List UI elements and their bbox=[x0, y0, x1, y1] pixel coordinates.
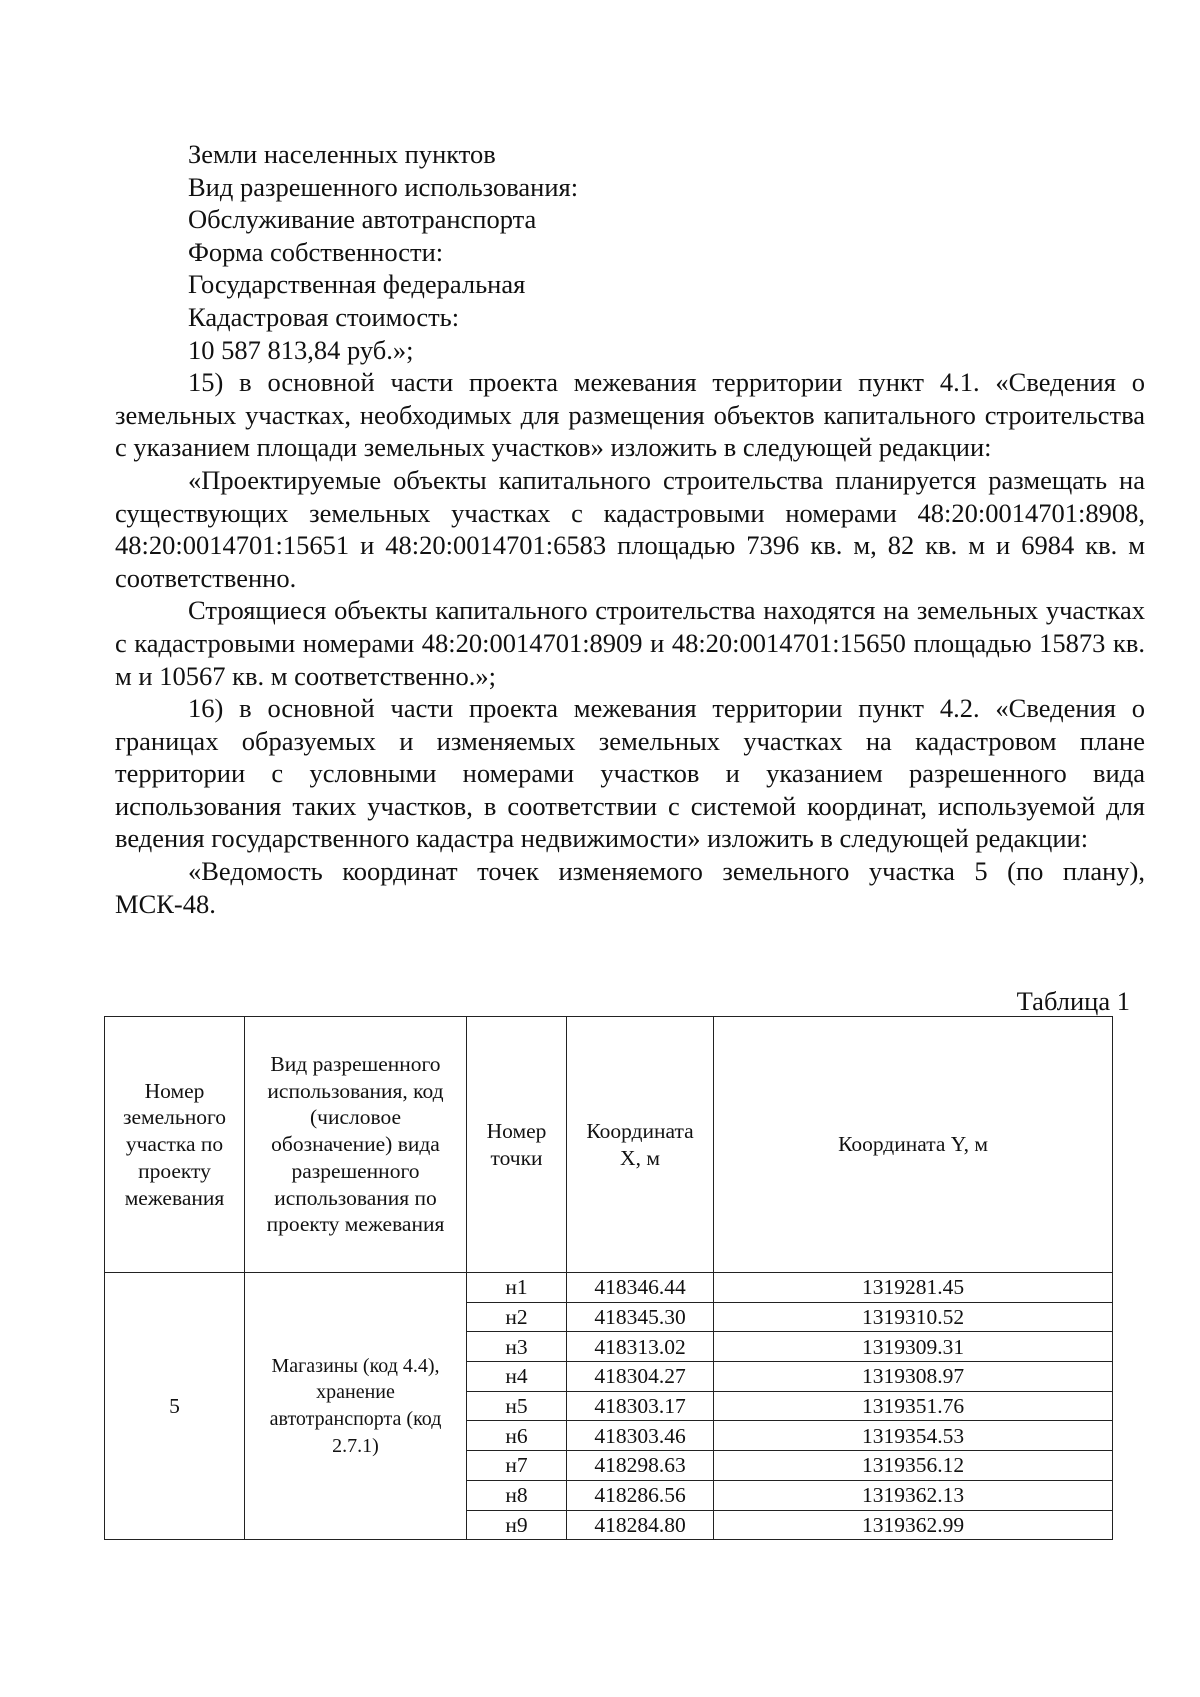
intro-line: Государственная федеральная bbox=[188, 269, 526, 300]
intro-line: Вид разрешенного использования: bbox=[188, 171, 579, 202]
y-cell: 1319309.31 bbox=[714, 1332, 1113, 1362]
x-cell: 418303.46 bbox=[567, 1421, 714, 1451]
document-body bbox=[115, 138, 1145, 920]
parcel-number-cell: 5 bbox=[105, 1273, 245, 1540]
y-cell: 1319356.12 bbox=[714, 1451, 1113, 1481]
x-cell: 418303.17 bbox=[567, 1391, 714, 1421]
y-cell: 1319310.52 bbox=[714, 1302, 1113, 1332]
intro-line: Земли населенных пунктов bbox=[188, 139, 496, 169]
header-point-number: Номер точки bbox=[467, 1017, 567, 1273]
header-parcel-number: Номер земельного участка по проекту межевания bbox=[105, 1017, 245, 1273]
intro-line: Обслуживание автотранспорта bbox=[188, 204, 537, 235]
intro-line: 10 587 813,84 руб.»; bbox=[188, 334, 414, 365]
x-cell: 418345.30 bbox=[567, 1302, 714, 1332]
header-coordinate-y: Координата Y, м bbox=[714, 1017, 1113, 1273]
paragraph-under-construction: Строящиеся объекты капитального строительства находятся на земельных участках с кадастровыми номерами 48:20:0014701:8909 и 48:20:0014701:15650 площадью 15873 кв. м и 10567 кв. м соответственно.»; bbox=[115, 595, 1145, 691]
point-cell: н5 bbox=[467, 1391, 567, 1421]
x-cell: 418286.56 bbox=[567, 1480, 714, 1510]
x-cell: 418346.44 bbox=[567, 1273, 714, 1303]
y-cell: 1319351.76 bbox=[714, 1391, 1113, 1421]
y-cell: 1319362.13 bbox=[714, 1480, 1113, 1510]
header-coordinate-x: Координата X, м bbox=[567, 1017, 714, 1273]
paragraph-planned-objects: «Проектируемые объекты капитального строительства планируется размещать на существующих земельных участках с кадастровыми номерами 48:20:0014701:8908, 48:20:0014701:15651 и 48:20:0014701:6583 площадью 7396 кв. м, 82 кв. м и 6984 кв. м соответственно. bbox=[115, 464, 1145, 593]
paragraph-statement-title: «Ведомость координат точек изменяемого земельного участка 5 (по плану), МСК-48. bbox=[115, 856, 1145, 919]
coordinates-table bbox=[104, 1016, 1113, 1540]
intro-line: Форма собственности: bbox=[188, 236, 444, 267]
y-cell: 1319308.97 bbox=[714, 1362, 1113, 1392]
point-cell: н2 bbox=[467, 1302, 567, 1332]
table-header-row bbox=[105, 1017, 1113, 1273]
paragraph-item-15: 15) в основной части проекта межевания территории пункт 4.1. «Сведения о земельных участках, необходимых для размещения объектов капитального строительства с указанием площади земельных участков» изложить в следующей редакции: bbox=[115, 367, 1145, 463]
header-permitted-use: Вид разрешенного использования, код (числовое обозначение) вида разрешенного использования по проекту межевания bbox=[245, 1017, 467, 1273]
point-cell: н9 bbox=[467, 1510, 567, 1540]
point-cell: н4 bbox=[467, 1362, 567, 1392]
x-cell: 418284.80 bbox=[567, 1510, 714, 1540]
x-cell: 418313.02 bbox=[567, 1332, 714, 1362]
x-cell: 418298.63 bbox=[567, 1451, 714, 1481]
y-cell: 1319281.45 bbox=[714, 1273, 1113, 1303]
point-cell: н3 bbox=[467, 1332, 567, 1362]
point-cell: н8 bbox=[467, 1480, 567, 1510]
permitted-use-cell: Магазины (код 4.4), хранение автотранспорта (код 2.7.1) bbox=[245, 1273, 467, 1540]
y-cell: 1319354.53 bbox=[714, 1421, 1113, 1451]
table-caption: Таблица 1 bbox=[1016, 986, 1130, 1016]
intro-line: Кадастровая стоимость: bbox=[188, 301, 460, 332]
y-cell: 1319362.99 bbox=[714, 1510, 1113, 1540]
point-cell: н1 bbox=[467, 1273, 567, 1303]
point-cell: н7 bbox=[467, 1451, 567, 1481]
point-cell: н6 bbox=[467, 1421, 567, 1451]
table-row bbox=[105, 1273, 1113, 1303]
x-cell: 418304.27 bbox=[567, 1362, 714, 1392]
paragraph-item-16: 16) в основной части проекта межевания территории пункт 4.2. «Сведения о границах образуемых и изменяемых земельных участках на кадастровом плане территории с условными номерами участков и указанием разрешенного вида использования таких участков, в соответствии с системой координат, используемой для ведения государственного кадастра недвижимости» изложить в следующей редакции: bbox=[115, 693, 1145, 854]
